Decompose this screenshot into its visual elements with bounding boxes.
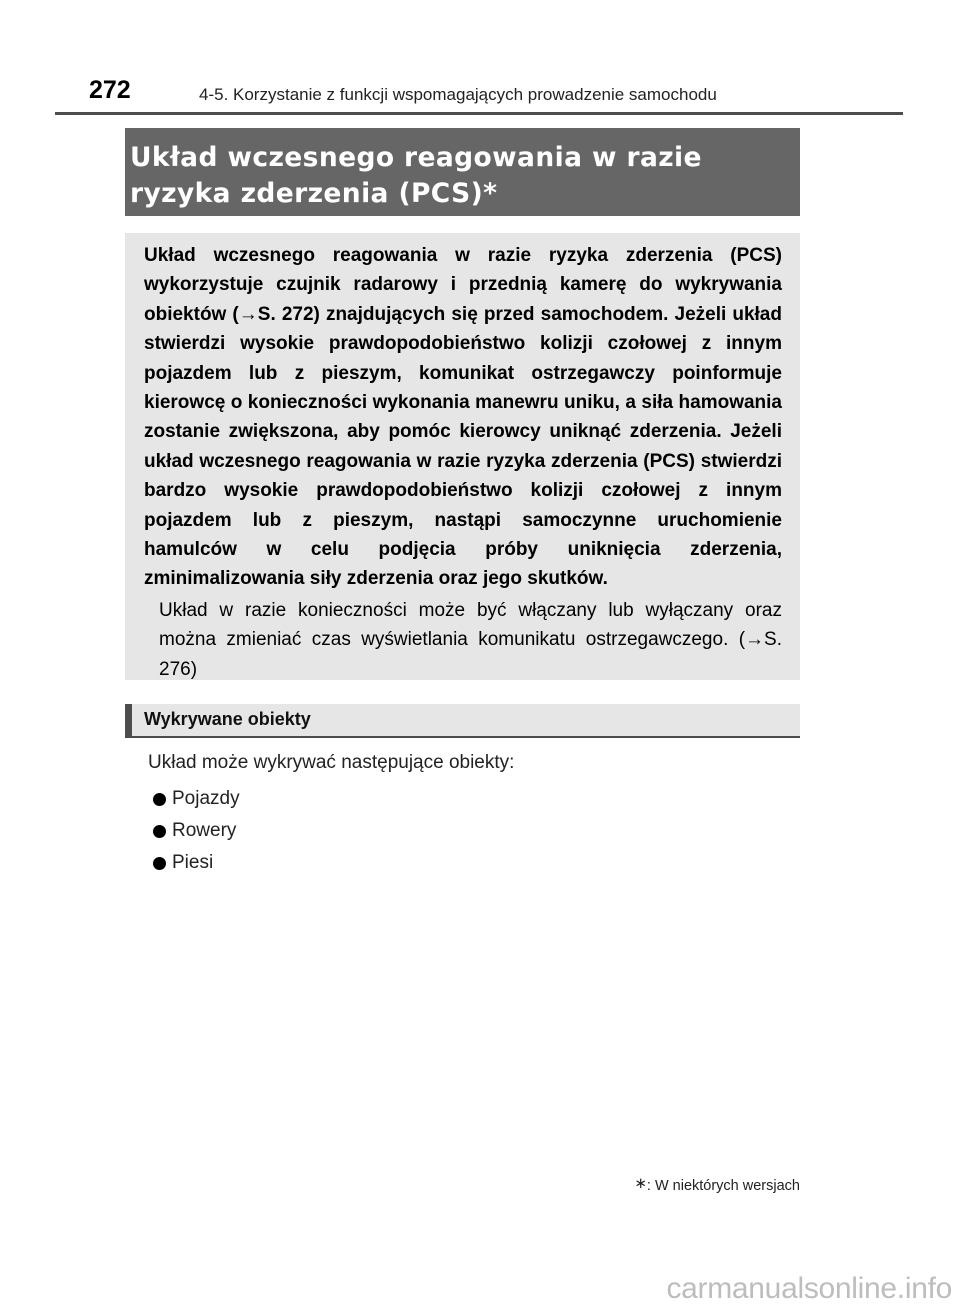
footnote bbox=[634, 1174, 800, 1194]
list-item-label: Pojazdy bbox=[172, 788, 240, 809]
intro-note-ref: S. 276) bbox=[159, 629, 782, 680]
intro-note-text: Układ w razie konieczności może być włączany lub wyłączany oraz można zmieniać czas wyświetlania komunikatu ostrzegawczego. ( bbox=[159, 599, 782, 651]
arrow-right-icon: → bbox=[745, 629, 765, 651]
arrow-right-icon: → bbox=[238, 303, 258, 325]
detected-objects-list bbox=[153, 783, 240, 879]
bullet-icon bbox=[153, 825, 166, 838]
list-item bbox=[153, 783, 240, 815]
intro-paragraph bbox=[144, 241, 782, 594]
bullet-icon bbox=[153, 793, 166, 806]
page-title-line-2: ryzyka zderzenia (PCS)* bbox=[130, 178, 498, 209]
page-number: 272 bbox=[89, 76, 131, 104]
page-title bbox=[125, 128, 800, 216]
page-header bbox=[55, 72, 903, 115]
list-item bbox=[153, 847, 240, 879]
intro-text-rest: S. 272) znajdujących się przed samochodem. Jeżeli układ stwierdzi wysokie prawdopodobieństwo kolizji czołowej z innym pojazdem lub z pieszym, komunikat ostrzegawczy poinformuje kierowcę o konieczności wykonania manewru uniku, a siła hamowania zostanie zwiększona, aby pomóc kierowcy uniknąć zderzenia. Jeżeli układ wczesnego reagowania w razie ryzyka zderzenia (PCS) stwierdzi bardzo wysokie prawdopodobieństwo kolizji czołowej z innym pojazdem lub z pieszym, nastąpi samoczynne uruchomienie hamulców w celu podjęcia próby uniknięcia zderzenia, zminimalizowania siły zderzenia oraz jego skutków. bbox=[144, 303, 782, 590]
page-title-line-1: Układ wczesnego reagowania w razie bbox=[130, 142, 702, 173]
subheading-bar bbox=[125, 704, 132, 736]
subheading-label: Wykrywane obiekty bbox=[144, 709, 311, 729]
list-item-label: Piesi bbox=[172, 852, 214, 873]
watermark: carmanualsonline.info bbox=[666, 1272, 952, 1305]
subheading-detected-objects bbox=[125, 704, 800, 738]
intro-box bbox=[125, 233, 800, 680]
section-title: 4-5. Korzystanie z funkcji wspomagających prowadzenie samochodu bbox=[199, 85, 717, 104]
footnote-text: : W niektórych wersjach bbox=[646, 1178, 800, 1194]
asterisk-icon: ∗ bbox=[634, 1175, 647, 1192]
list-item bbox=[153, 815, 240, 847]
detected-objects-lead: Układ może wykrywać następujące obiekty: bbox=[148, 752, 515, 773]
intro-text-start: Układ wczesnego reagowania w razie ryzyka zderzenia (PCS) wykorzystuje czujnik radarowy i przednią kamerę do wykrywania obiektów ( bbox=[144, 245, 782, 325]
bullet-icon bbox=[153, 857, 166, 870]
intro-note bbox=[159, 596, 782, 684]
list-item-label: Rowery bbox=[172, 820, 237, 841]
